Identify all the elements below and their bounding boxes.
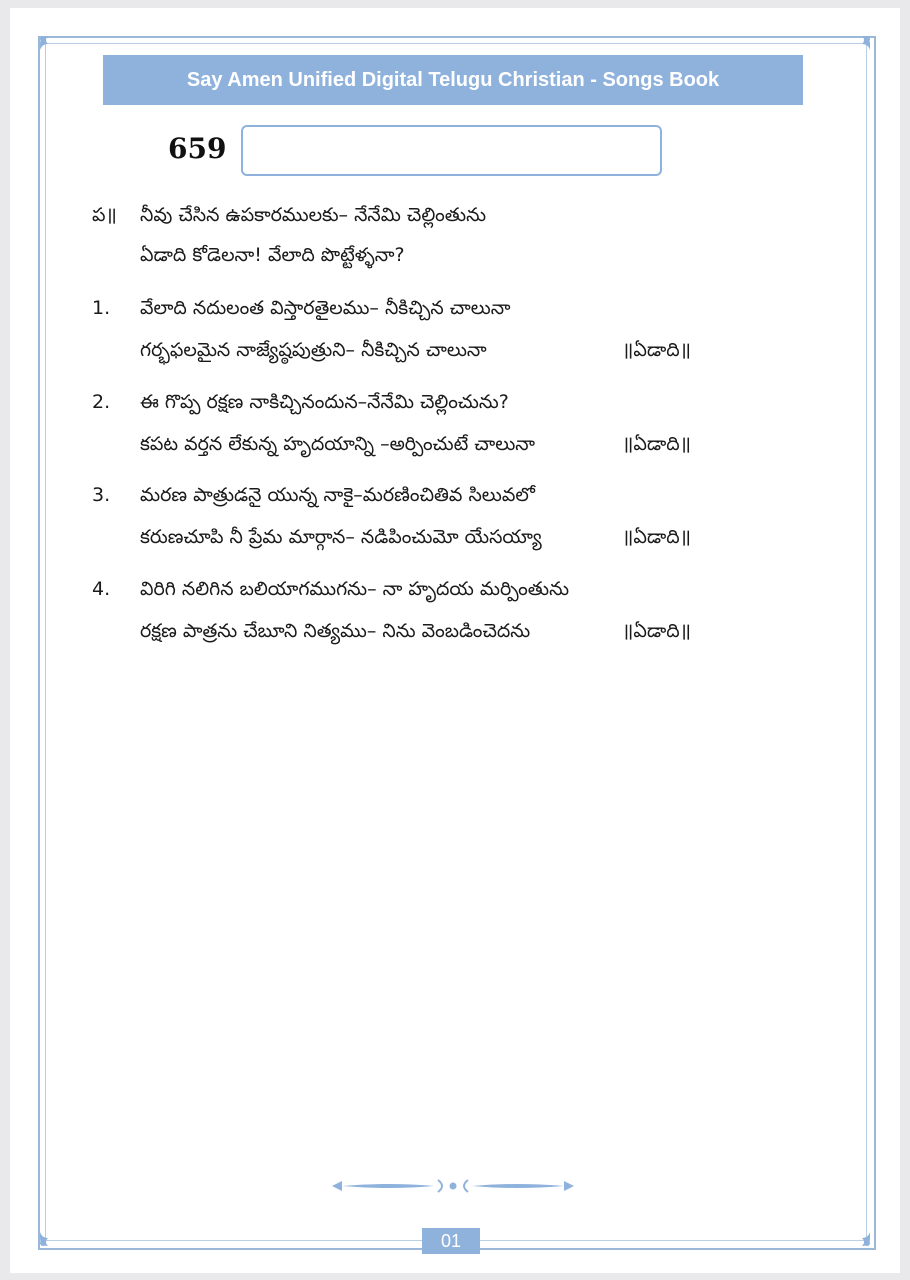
- stanza-line: గర్భఫలమైన నాజ్యేష్ఠపుత్రుని– నీకిచ్చిన చాలునా: [140, 339, 487, 361]
- pallavi-line: ఏడాది కోడెలనా! వేలాది పొట్టేళ్ళనా?: [140, 244, 405, 266]
- stanza-line: రక్షణ పాత్రను చేబూని నిత్యము– నిను వెంబడించెదను: [140, 620, 531, 642]
- page-number: 01: [422, 1228, 480, 1254]
- refrain-marker: ॥ఏడాది॥: [622, 339, 692, 361]
- stanza-number: 1.: [92, 297, 111, 319]
- stanza-line: వేలాది నదులంత విస్తారతైలము– నీకిచ్చిన చాలునా: [140, 297, 511, 319]
- stanza-line: ఈ గొప్ప రక్షణ నాకిచ్చినందున–నేనేమి చెల్లించును?: [140, 391, 509, 413]
- book-title: Say Amen Unified Digital Telugu Christian - Songs Book: [186, 68, 720, 91]
- song-title-box: [241, 125, 662, 176]
- stanza-number: 4.: [92, 578, 111, 600]
- refrain-marker: ॥ఏడాది॥: [622, 526, 692, 548]
- stanza-line: విరిగి నలిగిన బలియాగముగను– నా హృదయ మర్పింతును: [140, 578, 570, 600]
- refrain-marker: ॥ఏడాది॥: [622, 433, 692, 455]
- stanza-number: 2.: [92, 391, 111, 413]
- stanza-number: 3.: [92, 484, 111, 506]
- corner-ornament-icon: [836, 30, 876, 70]
- divider-ornament-icon: [330, 1176, 576, 1196]
- stanza-line: మరణ పాత్రుడనై యున్న నాకై–మరణించితివ సిలువలో: [140, 484, 535, 506]
- corner-ornament-icon: [34, 30, 74, 70]
- refrain-marker: ॥ఏడాది॥: [622, 620, 692, 642]
- song-number: 659: [168, 132, 227, 165]
- corner-ornament-icon: [836, 1212, 876, 1252]
- corner-ornament-icon: [34, 1212, 74, 1252]
- header-banner: [103, 55, 803, 105]
- stanza-line: కరుణచూపి నీ ప్రేమ మార్గాన– నడిపించుమో యేసయ్యా: [140, 526, 542, 548]
- pallavi-line: నీవు చేసిన ఉపకారములకు– నేనేమి చెల్లింతును: [140, 204, 487, 226]
- stanza-line: కపట వర్తన లేకున్న హృదయాన్ని –అర్పించుటే చాలునా: [140, 433, 536, 455]
- pallavi-marker: ప॥: [92, 204, 117, 226]
